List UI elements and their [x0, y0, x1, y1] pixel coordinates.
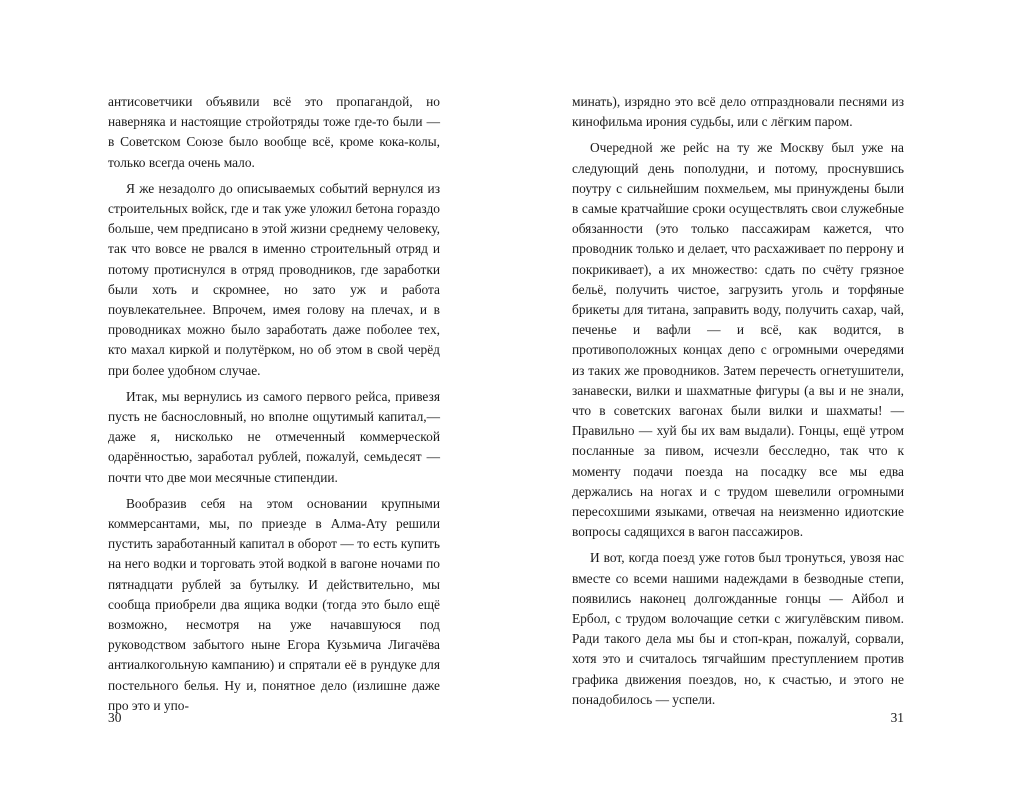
right-page-text: [572, 92, 904, 710]
paragraph: Я же незадолго до описываемых событий вернулся из строительных войск, где и так уже уложил бетона гораздо больше, чем предписано в этой жизни среднему человеку, так что вовсе не рвался в именно строительный отряд и потому протиснулся в отряд проводников, где заработки были хоть и скромнее, но зато уж и работа поувлекательнее. Впрочем, имея голову на плечах, и в проводниках можно было заработать даже поболее тех, кто махал киркой и полутёрком, но об этом в свой черёд при более удобном случае.: [108, 180, 440, 378]
paragraph: антисоветчики объявили всё это пропагандой, но наверняка и настоящие стройотряды тоже где-то были — в Советском Союзе было вообще всё, кроме кока-колы, только всегда очень мало.: [108, 94, 440, 170]
paragraph: Очередной же рейс на ту же Москву был уже на следующий день пополудни, и потому, проснувшись поутру с сильнейшим похмельем, мы принуждены были в самые кратчайшие сроки осуществлять свои служебные обязанности (это только пассажирам кажется, что проводник только и делает, что расхаживает по перрону и покрикивает), а их множество: сдать по счёту грязное бельё, получить чистое, загрузить уголь и торфяные брикеты для титана, заправить воду, получить сахар, чай, печенье и вафли — и всё, как водится, в противоположных концах депо с огромными очередями из таких же проводников. Затем перечесть огнетушители, занавески, вилки и шахматные фигуры (а вы и не знали, что в советских вагонах были вилки и шахматы! — Правильно — хуй бы их вам выдали). Гонцы, ещё утром посланные за пивом, исчезли бесследно, так что к моменту подачи поезда на посадку все мы едва держались на ногах и с трудом шевелили огромными пересохшими языками, отвечая на неизменно идиотские вопросы садящихся в вагон пассажиров.: [572, 140, 904, 540]
paragraph: И вот, когда поезд уже готов был тронуться, увозя нас вместе со всеми нашими надеждами в безводные степи, появились наконец долгожданные гонцы — Айбол и Ербол, с трудом волочащие сетки с жигулёвским пивом. Ради такого дела мы бы и стоп-кран, пожалуй, сорвали, хотя это и считалось тягчайшим преступлением против графика движения поездов, но, к счастью, и этого не понадобилось — успели.: [572, 550, 904, 707]
paragraph: Итак, мы вернулись из самого первого рейса, привезя пусть не баснословный, но вполне ощутимый капитал,— даже я, нисколько не отмеченный коммерческой одарённостью, заработал рублей, пожалуй, семьдесят — почти что две мои месячные стипендии.: [108, 388, 440, 485]
right-page: [572, 92, 904, 716]
left-page-text: [108, 92, 440, 716]
paragraph: минать), изрядно это всё дело отпраздновали песнями из кинофильма ирония судьбы, или с лёгким паром.: [572, 94, 904, 130]
page-number-left: 30: [108, 710, 122, 725]
page-number-right: 31: [890, 710, 904, 725]
left-page: [108, 92, 440, 722]
paragraph: Вообразив себя на этом основании крупными коммерсантами, мы, по приезде в Алма-Ату решили пустить заработанный капитал в оборот — то есть купить на него водки и торговать этой водкой в вагоне ночами по пятнадцати рублей за бутылку. И действительно, мы сообща приобрели два ящика водки (тогда это было ещё возможно, несмотря на уже начавшуюся под руководством забытого ныне Егора Кузьмича Лигачёва антиалкогольную кампанию) и спрятали её в рундуке для постельного белья. Ну и, понятное дело (излишне даже про это и упо-: [108, 495, 440, 713]
